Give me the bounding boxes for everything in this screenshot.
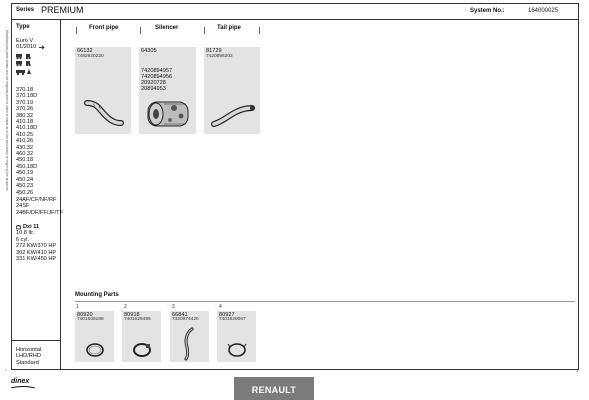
oe-number: 7420894956 [141, 74, 173, 80]
page-marker-left: 1 [5, 368, 7, 372]
model-item: 450.23 [16, 183, 34, 190]
header-divider [11, 19, 579, 20]
model-item: 410.18D [16, 125, 38, 132]
mounting-divider [75, 301, 575, 302]
model-list [16, 87, 37, 196]
silencer-drawing [144, 96, 192, 132]
engine-name: Dxi 11 [23, 224, 40, 230]
model-item: 370.19 [16, 99, 34, 106]
front-pipe-drawing [83, 97, 125, 129]
column-tick [259, 27, 260, 34]
oe-number: 20894953 [141, 86, 166, 92]
model-item: 370.26 [16, 106, 34, 113]
mounting-part-card[interactable] [217, 311, 256, 362]
mounting-part-card[interactable] [122, 311, 161, 362]
system-number-label: System No.: [470, 8, 505, 14]
part-card-tail-pipe[interactable] [204, 47, 260, 134]
part-number: 66132 [77, 48, 93, 54]
oe-number: 7420974420 [172, 317, 199, 322]
oe-number-list [141, 68, 172, 92]
column-tick [76, 27, 77, 34]
type-column-divider [60, 19, 61, 370]
model-item: 410.26 [16, 138, 34, 145]
part-card-silencer[interactable] [139, 47, 196, 134]
left-footer-divider [11, 340, 60, 341]
part-number: 80927 [219, 312, 235, 318]
model-item: 450.18 [16, 157, 34, 164]
type-label: Type [16, 24, 30, 30]
tail-pipe-drawing [210, 102, 256, 130]
axle-config-list [16, 197, 63, 216]
engine-icon [16, 225, 21, 230]
mounting-index: 3 [172, 304, 175, 310]
page-marker-right: 1 [576, 368, 579, 373]
logo-underline [10, 385, 36, 390]
model-item: 370.18D [16, 93, 38, 100]
installation-orientation: Horizontal [16, 347, 42, 353]
oe-number: 7420894957 [141, 68, 173, 74]
axle-config-item: 24SF [16, 203, 30, 210]
series-label: Series [16, 7, 35, 13]
clamp-drawing [226, 341, 248, 359]
system-number-value: 164000025 [528, 8, 559, 14]
oe-number: 7401629067 [219, 317, 246, 322]
model-item: 450.18D [16, 163, 38, 170]
arrow-right-icon [39, 45, 45, 50]
hanger-drawing [180, 327, 200, 361]
installation-type: Standard [16, 359, 39, 366]
engine-power: 302 KW/410 HP [16, 249, 57, 256]
part-number: 81729 [206, 48, 222, 54]
brand-name: RENAULT [251, 385, 297, 395]
engine-power: 331 KW/450 HP [16, 256, 57, 263]
engine-power: 272 KW/370 HP [16, 243, 57, 250]
model-item: 450.19 [16, 170, 34, 177]
mounting-index: 1 [76, 304, 79, 310]
mounting-parts-title: Mounting Parts [75, 292, 119, 298]
part-number: 80920 [77, 312, 93, 318]
column-header-tail-pipe: Tail pipe [217, 25, 241, 31]
model-item: 450.26 [16, 189, 34, 196]
column-header-front-pipe: Front pipe [89, 25, 119, 31]
engine-cylinders: 6 cyl. [16, 236, 30, 243]
column-tick [140, 27, 141, 34]
side-disclaimer-text: Manufactured parts shown are not originals and no claim is made as to the exclusivity or origin of the products [5, 30, 9, 191]
engine-spec [16, 224, 56, 262]
part-number: 64305 [141, 48, 157, 54]
model-item: 370.18 [16, 87, 34, 93]
model-item: 460.32 [16, 151, 34, 158]
engine-displacement: 10.8 ltr. [16, 230, 35, 237]
mounting-index: 2 [124, 304, 127, 310]
mounting-index: 4 [219, 304, 222, 310]
oe-number: 7401608168 [77, 317, 104, 322]
oe-number: 7401629499 [124, 317, 151, 322]
date-from: 01/2010 [16, 44, 37, 50]
part-number: 66841 [172, 312, 188, 318]
part-number: 80918 [124, 312, 140, 318]
model-item: 450.24 [16, 176, 34, 183]
column-tick [204, 27, 205, 34]
dinex-logo-text: dinex [11, 378, 30, 385]
column-header-silencer: Silencer [155, 25, 179, 31]
oe-number: 7420896202 [206, 54, 233, 59]
mounting-part-card[interactable] [75, 311, 114, 362]
model-item: 410.25 [16, 131, 34, 138]
clamp-drawing [85, 341, 105, 359]
series-value: PREMIUM [41, 5, 84, 15]
model-item: 410.18 [16, 119, 34, 126]
date-row [16, 44, 45, 50]
brand-tab [234, 377, 314, 400]
installation-notes [16, 347, 41, 366]
vehicle-config-icons [16, 54, 54, 80]
model-item: 380.32 [16, 112, 34, 119]
axle-config-item: 24AF/CF/NF/RF [16, 197, 57, 203]
clamp-drawing [131, 341, 153, 359]
installation-drive: LHD/RHD [16, 353, 41, 360]
axle-config-item: 24BF/DF/FF/JF/TF [16, 209, 63, 216]
oe-number: 7482920220 [77, 54, 104, 59]
euro-norm: Euro V [16, 38, 34, 44]
part-card-front-pipe[interactable] [75, 47, 131, 134]
mounting-part-card[interactable] [170, 311, 209, 362]
dinex-logo [11, 378, 29, 385]
oe-number: 20920728 [141, 80, 166, 86]
side-disclaimer [3, 30, 9, 360]
model-item: 430.32 [16, 144, 34, 151]
